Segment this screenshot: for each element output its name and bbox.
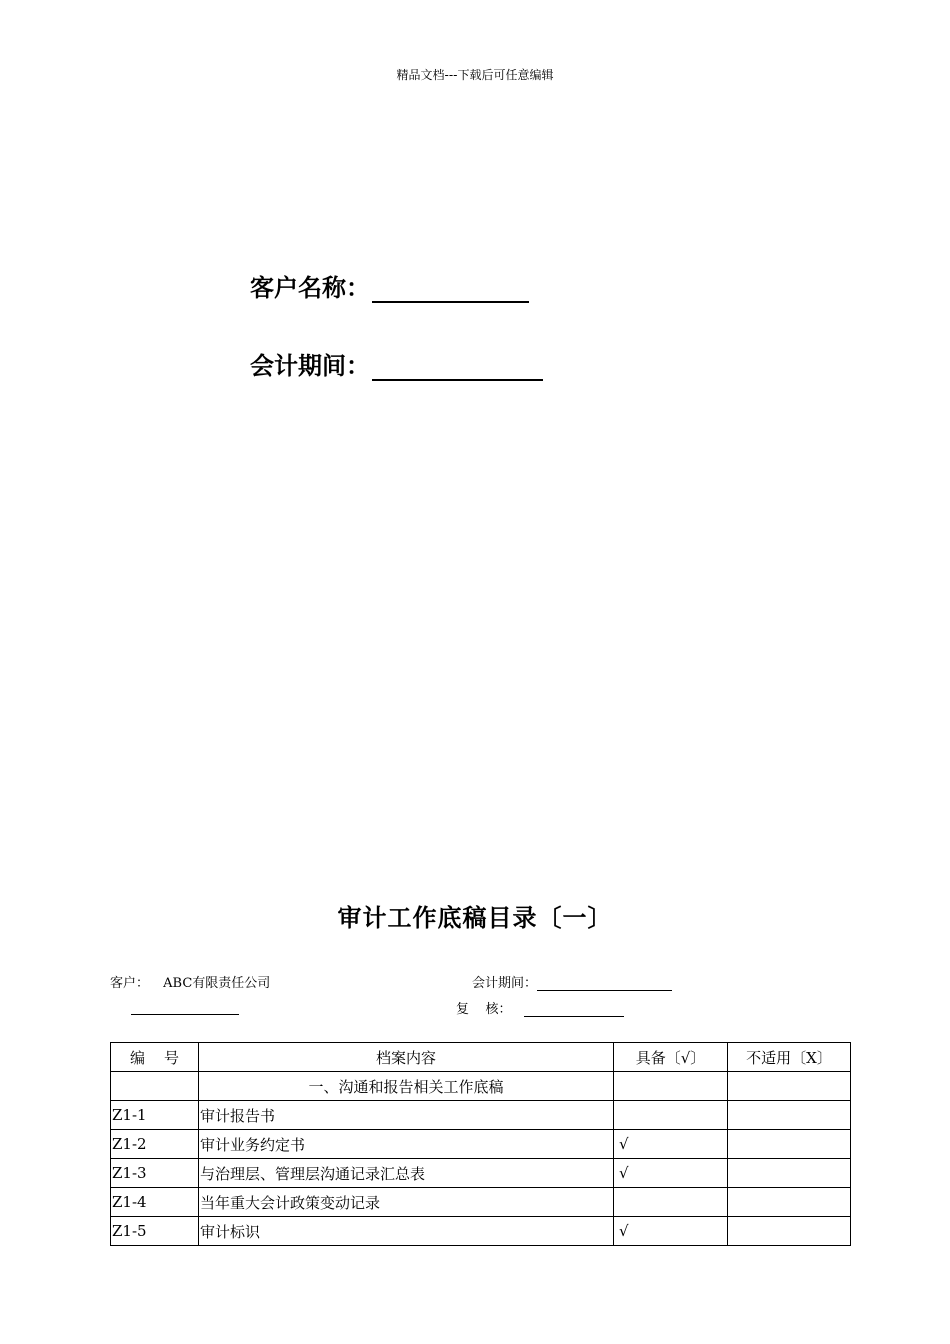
row-content: 审计标识	[199, 1217, 614, 1246]
row-content: 与治理层、管理层沟通记录汇总表	[199, 1159, 614, 1188]
directory-table	[110, 1042, 851, 1246]
cover-period-line	[250, 346, 543, 381]
table-row	[111, 1159, 851, 1188]
col-code-header: 编 号	[111, 1043, 199, 1072]
row-code: Z1-1	[111, 1101, 199, 1130]
meta-left-blank-line[interactable]	[131, 1000, 239, 1015]
row-code: Z1-4	[111, 1188, 199, 1217]
table-row	[111, 1188, 851, 1217]
meta-period	[472, 972, 672, 991]
table-row	[111, 1217, 851, 1246]
col-available-header: 具备〔√〕	[614, 1043, 728, 1072]
watermark-header: 精品文档---下载后可任意编辑	[396, 68, 554, 82]
row-content: 审计业务约定书	[199, 1130, 614, 1159]
table-header-row	[111, 1043, 851, 1072]
table-row	[111, 1101, 851, 1130]
section-heading: 一、沟通和报告相关工作底稿	[199, 1072, 614, 1101]
table-row	[111, 1130, 851, 1159]
row-code: Z1-5	[111, 1217, 199, 1246]
row-na-check[interactable]	[728, 1217, 851, 1246]
row-na-check[interactable]	[728, 1188, 851, 1217]
meta-review-blank[interactable]	[524, 1002, 624, 1017]
row-code: Z1-3	[111, 1159, 199, 1188]
meta-period-blank[interactable]	[537, 976, 672, 991]
col-na-header: 不适用〔X〕	[728, 1043, 851, 1072]
row-available-check[interactable]: √	[614, 1130, 728, 1159]
cover-client-line	[250, 268, 529, 303]
row-content: 审计报告书	[199, 1101, 614, 1130]
meta-client-value: ABC有限责任公司	[163, 976, 271, 991]
section-code-cell	[111, 1072, 199, 1101]
row-na-check[interactable]	[728, 1101, 851, 1130]
row-na-check[interactable]	[728, 1130, 851, 1159]
col-content-header: 档案内容	[199, 1043, 614, 1072]
cover-client-blank[interactable]	[372, 275, 529, 303]
meta-left-blank	[131, 1000, 239, 1015]
section-na-cell	[728, 1072, 851, 1101]
meta-review-label: 复 核：	[456, 1002, 512, 1017]
row-available-check[interactable]	[614, 1101, 728, 1130]
meta-period-label: 会计期间：	[472, 976, 538, 991]
row-available-check[interactable]: √	[614, 1217, 728, 1246]
cover-period-label: 会计期间：	[250, 352, 370, 380]
row-code: Z1-2	[111, 1130, 199, 1159]
row-available-check[interactable]	[614, 1188, 728, 1217]
cover-period-blank[interactable]	[372, 353, 543, 381]
directory-title: 审计工作底稿目录〔一〕	[337, 904, 613, 932]
meta-client	[110, 972, 270, 991]
row-na-check[interactable]	[728, 1159, 851, 1188]
row-content: 当年重大会计政策变动记录	[199, 1188, 614, 1217]
row-available-check[interactable]: √	[614, 1159, 728, 1188]
section-row	[111, 1072, 851, 1101]
meta-review	[456, 998, 624, 1017]
section-available-cell	[614, 1072, 728, 1101]
cover-client-label: 客户名称：	[250, 274, 370, 302]
meta-client-label: 客户：	[110, 976, 150, 991]
